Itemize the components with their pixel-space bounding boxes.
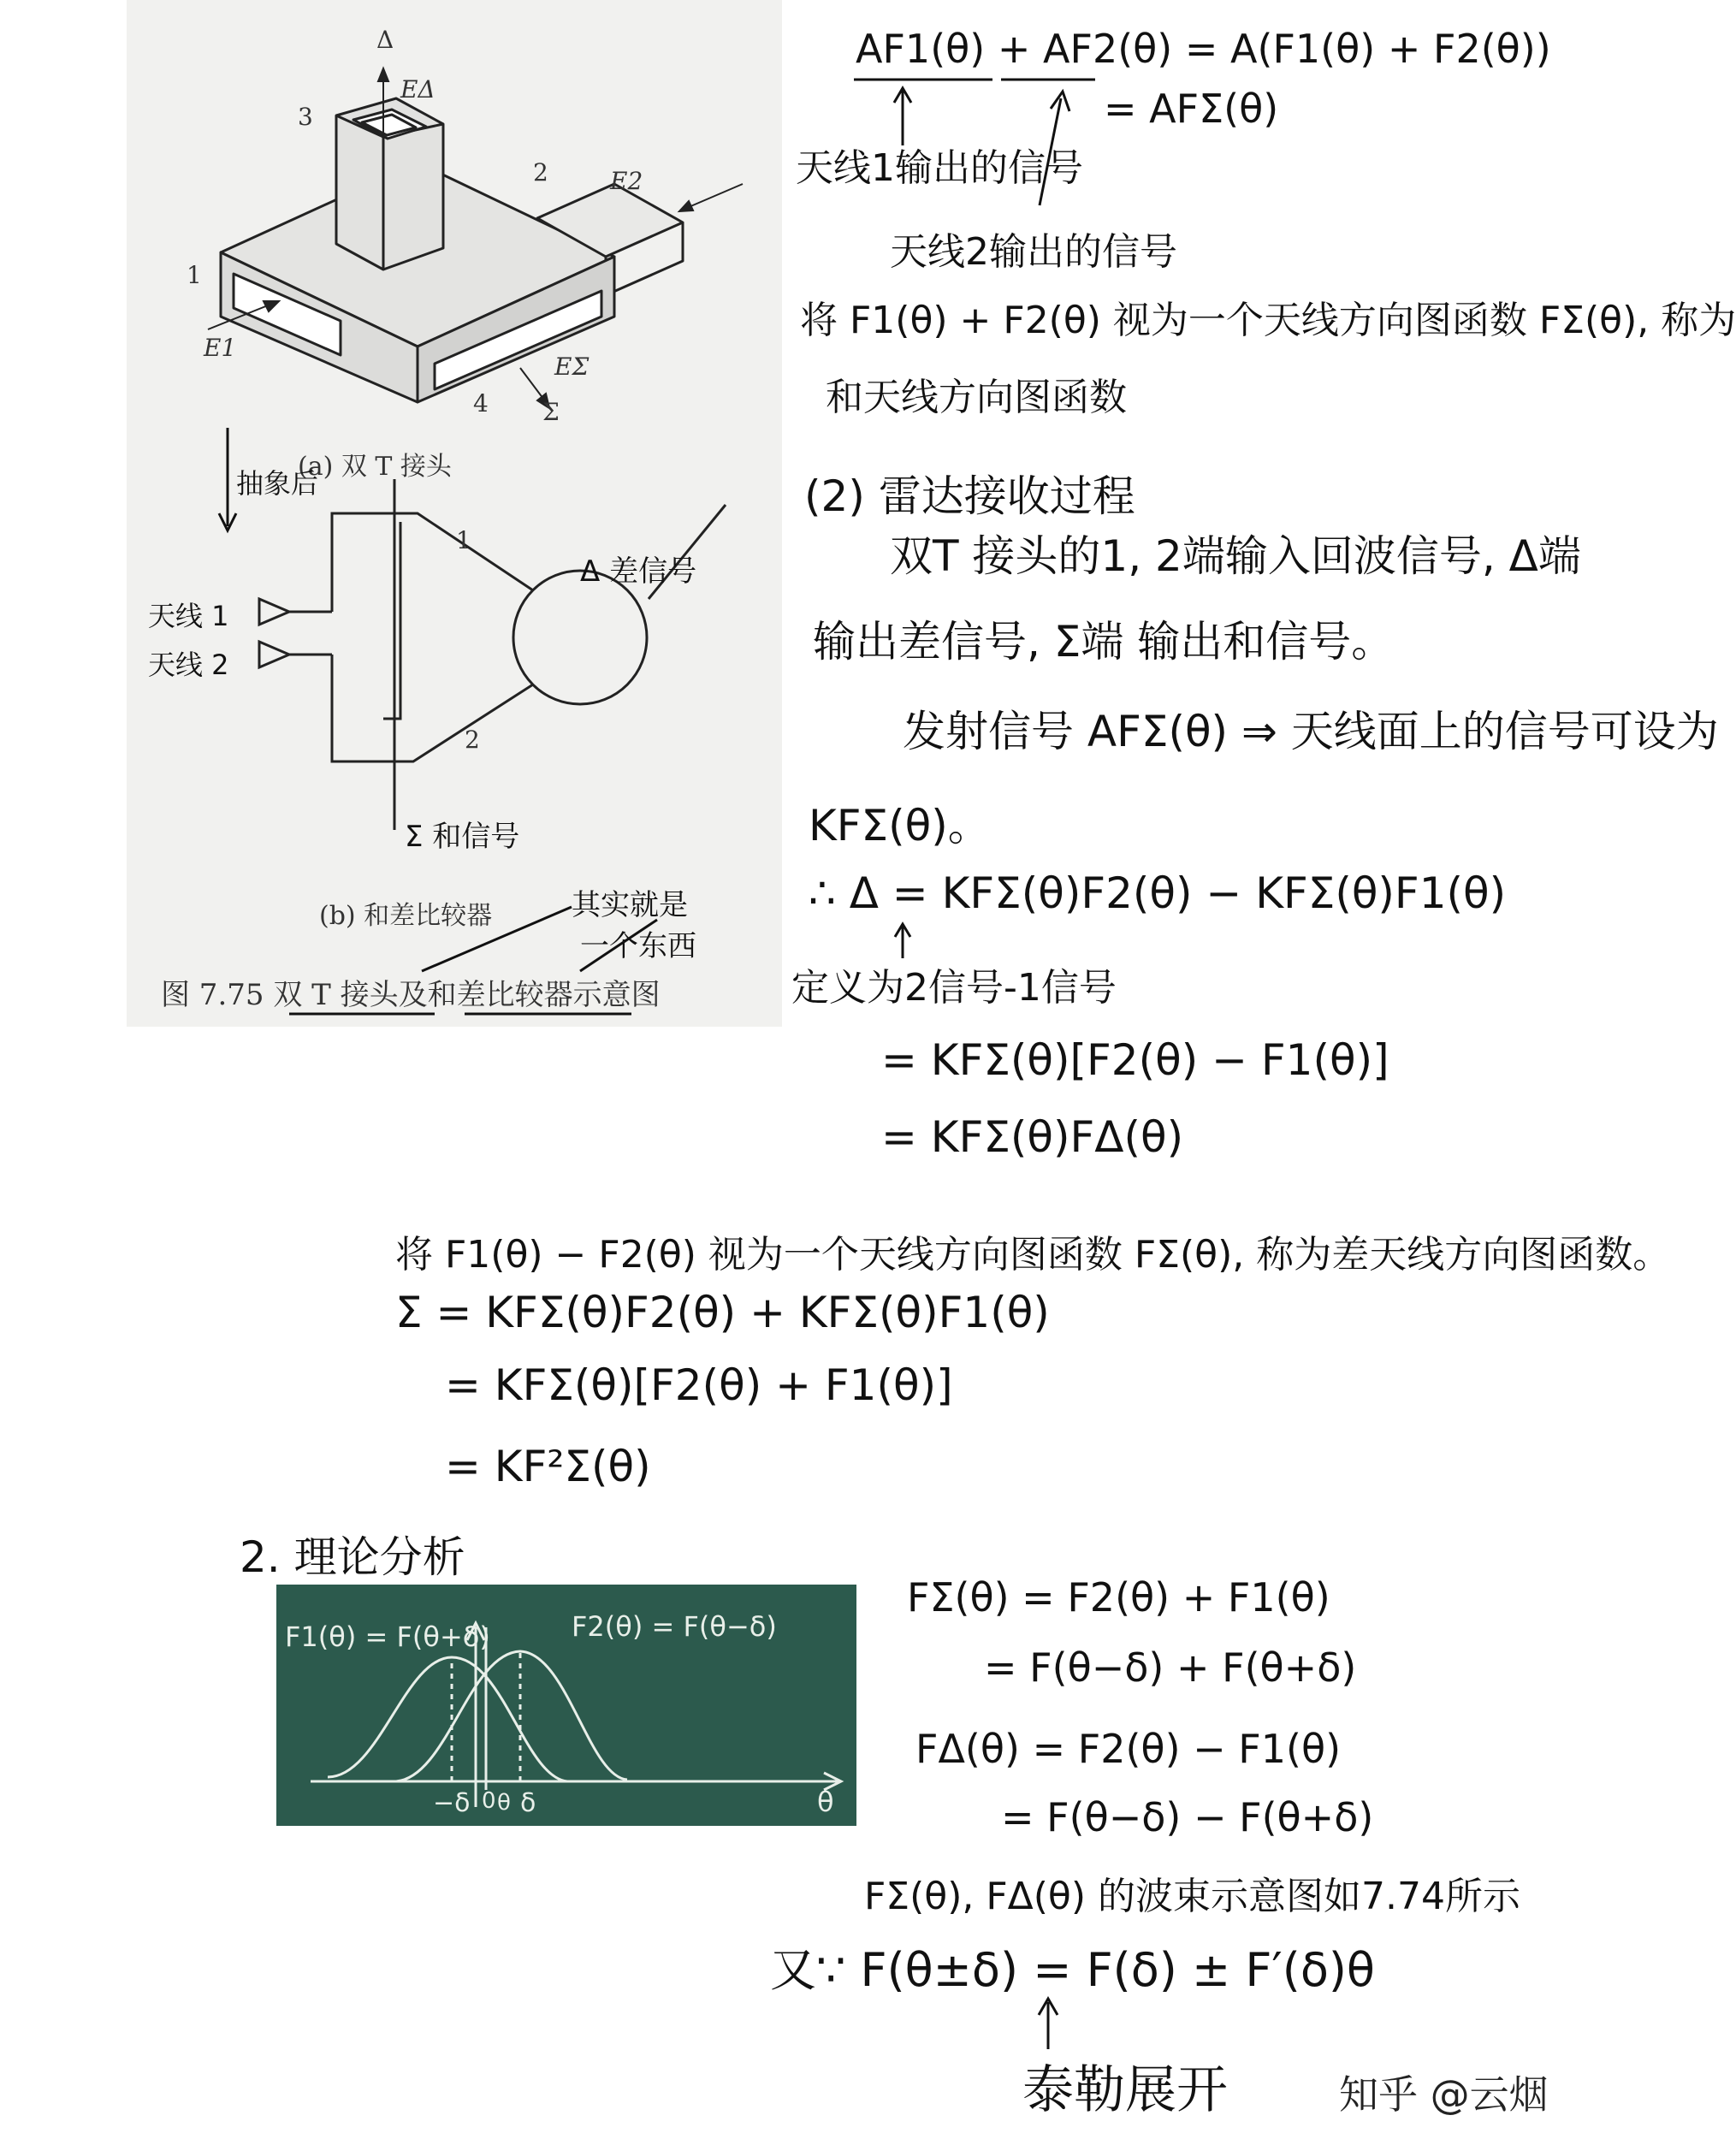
def-diff-pattern: 将 F1(θ) − F2(θ) 视为一个天线方向图函数 FΣ(θ), 称为差天线方向图函数。 bbox=[395, 1233, 1671, 1277]
board-f2-label: F2(θ) = F(θ−δ) bbox=[572, 1610, 777, 1643]
board-f1-label: F1(θ) = F(θ+δ) bbox=[285, 1621, 490, 1653]
receive-text-1: 双T 接头的1, 2端输入回波信号, Δ端 bbox=[890, 531, 1581, 581]
sigma-equation-1: Σ = KFΣ(θ)F2(θ) + KFΣ(θ)F1(θ) bbox=[395, 1288, 1050, 1337]
delta-equation-3: = KFΣ(θ)FΔ(θ) bbox=[881, 1112, 1184, 1162]
receive-text-2: 输出差信号, Σ端 输出和信号。 bbox=[813, 617, 1395, 667]
e2-label: E2 bbox=[610, 167, 643, 195]
board-axis-theta: θ bbox=[817, 1786, 834, 1818]
delta-label: Δ bbox=[376, 26, 394, 54]
taylor-annotation: 泰勒展开 bbox=[1022, 2060, 1228, 2120]
part-a-caption: (a) 双 T 接头 bbox=[298, 452, 452, 482]
transmit-text-1: 发射信号 AFΣ(θ) ⇒ 天线面上的信号可设为 bbox=[903, 707, 1719, 756]
port-4-label: 4 bbox=[473, 389, 489, 418]
sigma-equation-3: = KF²Σ(θ) bbox=[445, 1442, 651, 1491]
f-sum-equation-1: FΣ(θ) = F2(θ) + F1(θ) bbox=[907, 1574, 1330, 1621]
def-sum-pattern-1: 将 F1(θ) + F2(θ) 视为一个天线方向图函数 FΣ(θ), 称为 bbox=[800, 299, 1736, 342]
transmit-text-2: KFΣ(θ)。 bbox=[809, 801, 991, 850]
f-diff-equation-2: = F(θ−δ) − F(θ+δ) bbox=[1001, 1794, 1374, 1840]
comparator-port-1: 1 bbox=[456, 526, 471, 554]
section-radar-receive: (2) 雷达接收过程 bbox=[804, 471, 1135, 521]
figure-caption: 图 7.75 双 T 接头及和差比较器示意图 bbox=[161, 978, 661, 1012]
delta-equation-2: = KFΣ(θ)[F2(θ) − F1(θ)] bbox=[881, 1035, 1389, 1085]
f-diff-equation-1: FΔ(θ) = F2(θ) − F1(θ) bbox=[915, 1726, 1342, 1772]
annotation-antenna-1: 天线1输出的信号 bbox=[796, 146, 1083, 190]
port-2-label: 2 bbox=[533, 158, 548, 187]
same-thing-note-1: 其实就是 bbox=[572, 888, 688, 922]
def-sum-pattern-2: 和天线方向图函数 bbox=[826, 376, 1127, 419]
board-tick-theta: θ bbox=[497, 1790, 511, 1816]
delta-annotation: 定义为2信号-1信号 bbox=[791, 966, 1117, 1010]
delta-equation-1: ∴ Δ = KFΣ(θ)F2(θ) − KFΣ(θ)F1(θ) bbox=[809, 868, 1507, 918]
taylor-arrow bbox=[1031, 1994, 1065, 2053]
eq-sum-output: AF1(θ) + AF2(θ) = A(F1(θ) + F2(θ)) bbox=[856, 26, 1551, 72]
beam-pattern-reference: FΣ(θ), FΔ(θ) 的波束示意图如7.74所示 bbox=[864, 1875, 1520, 1918]
taylor-equation: 又∵ F(θ±δ) = F(δ) ± F′(δ)θ bbox=[770, 1943, 1375, 1997]
e-sigma-label: EΣ bbox=[554, 353, 590, 381]
board-tick-delta: δ bbox=[520, 1788, 536, 1818]
blackboard-photo bbox=[276, 1585, 856, 1826]
watermark: 知乎 @云烟 bbox=[1339, 2071, 1549, 2118]
board-tick-minus-delta: −δ bbox=[433, 1788, 471, 1818]
sigma-label: Σ bbox=[542, 398, 560, 426]
magic-tee-drawing bbox=[127, 0, 782, 1027]
eq-sum-output-2: = AFΣ(θ) bbox=[1104, 86, 1279, 132]
antenna-1-label: 天线 1 bbox=[148, 600, 229, 632]
delta-signal-label: Δ 差信号 bbox=[580, 554, 697, 589]
annotation-antenna-2: 天线2输出的信号 bbox=[890, 230, 1177, 274]
sigma-equation-2: = KFΣ(θ)[F2(θ) + F1(θ)] bbox=[445, 1360, 953, 1410]
port-1-label: 1 bbox=[187, 261, 202, 289]
board-tick-zero: 0 bbox=[482, 1788, 496, 1814]
section-theory: 2. 理论分析 bbox=[240, 1532, 465, 1582]
f-sum-equation-2: = F(θ−δ) + F(θ+δ) bbox=[984, 1644, 1357, 1691]
same-thing-note-2: 一个东西 bbox=[580, 929, 696, 963]
part-b-caption: (b) 和差比较器 bbox=[319, 901, 493, 931]
sigma-signal-label: Σ 和信号 bbox=[405, 820, 520, 854]
comparator-port-2: 2 bbox=[465, 726, 480, 754]
textbook-figure bbox=[127, 0, 782, 1027]
antenna-2-label: 天线 2 bbox=[148, 649, 229, 681]
e1-label: E1 bbox=[204, 334, 237, 362]
e-delta-label: EΔ bbox=[400, 75, 435, 104]
port-3-label: 3 bbox=[298, 103, 313, 131]
abstract-note: 抽象后 bbox=[236, 467, 319, 500]
